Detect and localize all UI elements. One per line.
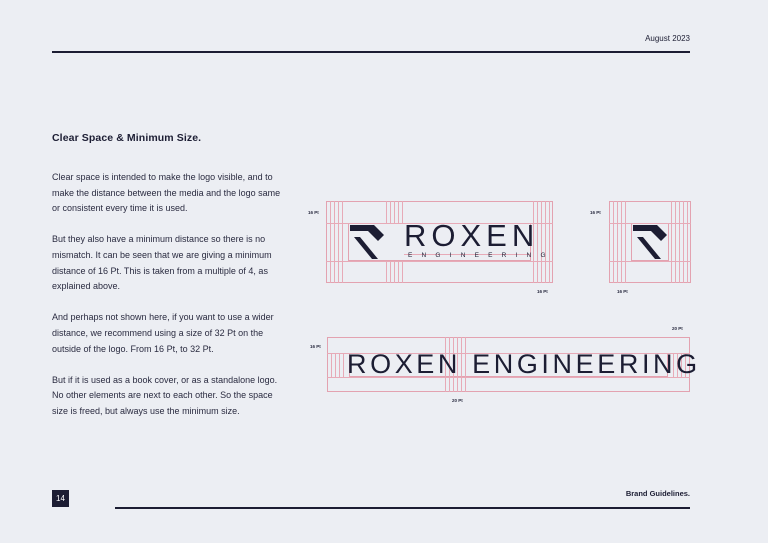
guide-line [679, 201, 680, 283]
guide-line [402, 201, 403, 223]
roxen-mark-icon [350, 225, 384, 259]
logo-wordmark: ROXEN [404, 218, 540, 253]
clearspace-diagram-symbol [609, 201, 691, 283]
guide-line [331, 353, 332, 377]
label-16pt-symbol-left: 16 Pt [590, 210, 601, 215]
footer-brand: Brand Guidelines. [625, 489, 690, 498]
full-wordmark: ROXEN ENGINEERING [347, 349, 701, 379]
page-number: 14 [52, 490, 69, 507]
guide-line [671, 201, 672, 283]
label-20pt-top: 20 Pt [672, 326, 683, 331]
label-16pt-bottom: 16 Pt [537, 289, 548, 294]
guide-line [326, 261, 553, 262]
footer-rule [115, 507, 690, 509]
label-16pt-symbol-bottom: 16 Pt [617, 289, 628, 294]
label-16pt-wordmark-left: 16 Pt [310, 344, 321, 349]
guide-line [339, 353, 340, 377]
logo-subline: ENGINEERING [408, 252, 555, 259]
guide-line [390, 261, 391, 283]
guide-line [549, 201, 550, 283]
section-title: Clear Space & Minimum Size. [52, 132, 202, 144]
guide-line [330, 201, 331, 283]
roxen-mark-icon [633, 225, 667, 259]
guide-line [394, 201, 395, 223]
clearspace-diagram-wordmark [327, 337, 701, 392]
header-rule [52, 51, 690, 53]
guide-line [334, 201, 335, 283]
guide-line [335, 353, 336, 377]
guide-line [402, 261, 403, 283]
guide-line [617, 201, 618, 283]
guide-line [609, 223, 691, 224]
guide-line [343, 353, 344, 377]
guide-line [342, 201, 343, 283]
guide-line [545, 201, 546, 283]
guide-line [390, 201, 391, 223]
guide-line [613, 201, 614, 283]
guide-line [625, 201, 626, 283]
section-body [52, 170, 282, 435]
paragraph-1: Clear space is intended to make the logo visible, and to make the distance between the media and the logo same or consistent every time it is used. [52, 172, 281, 214]
guide-line [338, 201, 339, 283]
guide-line [541, 201, 542, 283]
paragraph-4: But if it is used as a book cover, or as a standalone logo. No other elements are next to each other. So the space size is freed, but always use the minimum size. [52, 374, 278, 416]
guide-line [621, 201, 622, 283]
label-16pt-left: 16 Pt [308, 210, 319, 215]
document-date: August 2023 [645, 34, 690, 43]
guide-line [398, 261, 399, 283]
paragraph-3: And perhaps not shown here, if you want to use a wider distance, we recommend using a size of 32 Pt on the outside of the logo. From 16 Pt, to 32 Pt. [52, 312, 274, 354]
guide-line [609, 261, 691, 262]
guide-line [386, 261, 387, 283]
guide-line [683, 201, 684, 283]
guide-line [398, 201, 399, 223]
label-20pt-bottom: 20 Pt [452, 398, 463, 403]
guide-line [675, 201, 676, 283]
guide-line [386, 201, 387, 223]
paragraph-2: But they also have a minimum distance so there is no mismatch. It can be seen that we are giving a minimum distance of 16 Pt. This is taken from a multiple of 4, as explained above. [52, 234, 272, 292]
guide-line [394, 261, 395, 283]
guide-line [687, 201, 688, 283]
clearspace-diagram-horizontal [326, 201, 553, 283]
